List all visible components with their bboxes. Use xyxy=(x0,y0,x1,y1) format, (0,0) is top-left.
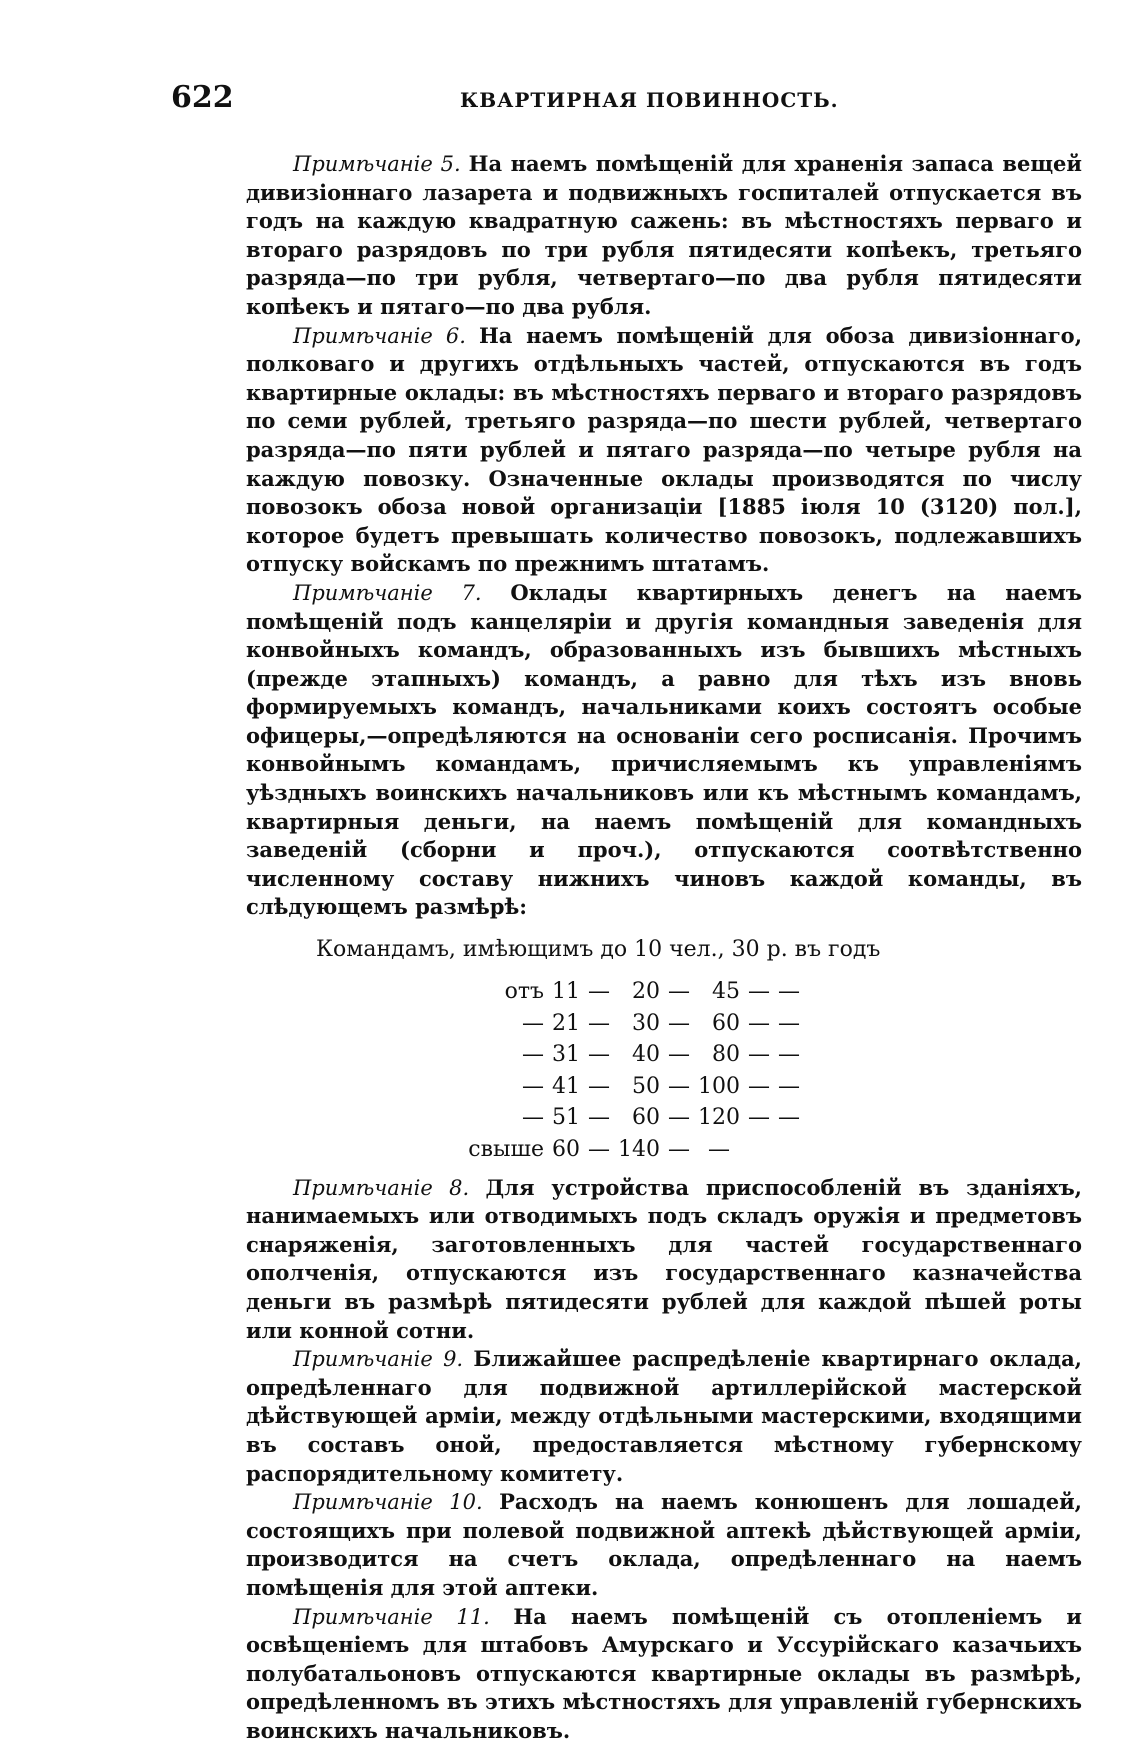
note-8 xyxy=(246,1174,1082,1346)
note-label: Примѣчаніе 6. xyxy=(293,323,466,348)
rates-row xyxy=(458,1103,804,1135)
rates-cell: — xyxy=(588,1042,610,1068)
rates-cell: 50 xyxy=(632,1073,660,1099)
rates-cell: 140 xyxy=(618,1136,660,1162)
rates-cell: 60 xyxy=(632,1105,660,1131)
note-text: Расходъ на наемъ конюшенъ для лошадей, состоящихъ при полевой подвижной аптекѣ дѣйствующей арміи, производится на счетъ оклада, опредѣленнаго на наемъ помѣщенія для этой аптеки. xyxy=(246,1489,1082,1600)
rates-cell: 21 xyxy=(552,1010,580,1036)
note-label: Примѣчаніе 10. xyxy=(293,1490,483,1515)
running-title: КВАРТИРНАЯ ПОВИННОСТЬ. xyxy=(460,88,839,112)
note-label: Примѣчаніе 5. xyxy=(293,152,461,176)
note-label: Примѣчаніе 7. xyxy=(293,580,482,605)
rates-cell: — xyxy=(522,1042,544,1068)
rates-cell: — xyxy=(522,1073,544,1099)
rates-cell: отъ xyxy=(504,979,544,1005)
rates-cell: — xyxy=(778,1010,800,1036)
rates-cell: 20 xyxy=(632,979,660,1005)
rates-cell: 41 xyxy=(552,1073,580,1099)
rates-cell: 45 xyxy=(712,979,740,1005)
rates-row xyxy=(458,1134,804,1166)
rates-cell: — xyxy=(668,1042,690,1068)
rates-cell: — xyxy=(668,1073,690,1099)
rates-cell: — xyxy=(588,979,610,1005)
rates-cell: — xyxy=(668,1105,690,1131)
rates-cell: 51 xyxy=(552,1105,580,1131)
note-text: Для устройства приспособленій въ зданіяхъ, нанимаемыхъ или отводимыхъ подъ складъ оружія и предметовъ снаряженія, заготовленныхъ для частей государственнаго ополченія, отпускаются изъ государственнаго казначейства деньги въ размѣрѣ пятидесяти рублей для каждой пѣшей роты или конной сотни. xyxy=(246,1174,1082,1343)
rates-cell: — xyxy=(668,1010,690,1036)
rates-cell: — xyxy=(778,979,800,1005)
rates-cell: — xyxy=(748,1073,770,1099)
rates-table xyxy=(458,977,804,1166)
rates-cell: — xyxy=(748,979,770,1005)
note-7 xyxy=(246,579,1082,922)
note-11 xyxy=(246,1603,1082,1746)
rates-row xyxy=(458,1040,804,1072)
rates-cell: — xyxy=(778,1105,800,1131)
rates-cell: — xyxy=(588,1073,610,1099)
rates-cell: — xyxy=(708,1136,730,1162)
note-text: На наемъ помѣщеній для обоза дивизіоннаго, полковаго и другихъ отдѣльныхъ частей, отпускаются въ годъ квартирные оклады: въ мѣстностяхъ перваго и втораго разрядовъ по семи рублей, третьяго разряда—по шести рублей, четвертаго разряда—по пяти рублей и пятаго разряда—по четыре рубля на каждую повозку. Означенные оклады производятся по числу повозокъ обоза новой организаціи [1885 іюля 10 (3120) пол.], которое будетъ превышать количество повозокъ, подлежавшихъ отпуску войскамъ по прежнимъ штатамъ. xyxy=(246,322,1083,577)
note-label: Примѣчаніе 11. xyxy=(293,1604,490,1629)
rates-cell: — xyxy=(588,1010,610,1036)
note-text: На наемъ помѣщеній для храненія запаса вещей дивизіоннаго лазарета и подвижныхъ госпиталей отпускается въ годъ на каждую квадратную сажень: въ мѣстностяхъ перваго и втораго разрядовъ по три рубля пятидесяти копѣекъ, третьяго разряда—по три рубля, четвертаго—по два рубля пятидесяти копѣекъ и пятаго—по два рубля. xyxy=(246,151,1082,319)
rates-cell: свыше xyxy=(468,1136,544,1162)
rates-cell: — xyxy=(748,1105,770,1131)
note-label: Примѣчаніе 8. xyxy=(293,1175,470,1200)
rates-cell: 40 xyxy=(632,1042,660,1068)
rates-row xyxy=(458,1008,804,1040)
rates-row xyxy=(458,1071,804,1103)
rates-cell: 11 xyxy=(552,979,580,1005)
rates-cell: — xyxy=(668,979,690,1005)
page-number: 622 xyxy=(171,80,234,115)
note-5 xyxy=(246,150,1082,322)
rates-row xyxy=(458,977,804,1009)
rates-cell: — xyxy=(778,1042,800,1068)
rates-cell: — xyxy=(588,1105,610,1131)
rates-cell: 31 xyxy=(552,1042,580,1068)
note-text: На наемъ помѣщеній съ отопленіемъ и освѣщеніемъ для штабовъ Амурскаго и Уссурійскаго казачьихъ полубатальоновъ отпускаются квартирные оклады въ размѣрѣ, опредѣленномъ въ этихъ мѣстностяхъ для управленій губернскихъ воинскихъ начальниковъ. xyxy=(246,1603,1082,1743)
rates-table-head: Командамъ, имѣющимъ до 10 чел., 30 р. въ годъ xyxy=(316,937,881,963)
rates-cell: — xyxy=(778,1073,800,1099)
rates-cell: 100 xyxy=(698,1073,740,1099)
rates-cell xyxy=(774,1134,804,1166)
rates-cell: 120 xyxy=(698,1105,740,1131)
note-9 xyxy=(246,1345,1082,1488)
rates-cell: — xyxy=(522,1105,544,1131)
page-header xyxy=(171,80,1082,124)
rates-cell: — xyxy=(668,1136,690,1162)
rates-cell: — xyxy=(588,1136,610,1162)
body-text xyxy=(246,150,1082,1746)
note-10 xyxy=(246,1488,1082,1602)
rates-cell xyxy=(744,1134,774,1166)
rates-cell: — xyxy=(748,1042,770,1068)
note-text: Ближайшее распредѣленіе квартирнаго оклада, опредѣленнаго для подвижной артиллерійской мастерской дѣйствующей арміи, между отдѣльными мастерскими, входящими въ составъ оной, предоставляется мѣстному губернскому распорядительному комитету. xyxy=(246,1346,1082,1486)
rates-cell: 60 xyxy=(712,1010,740,1036)
notes-after-table xyxy=(246,1174,1082,1746)
note-text: Оклады квартирныхъ денегъ на наемъ помѣщеній подъ канцеляріи и другія командныя заведенія для конвойныхъ командъ, образованныхъ изъ бывшихъ мѣстныхъ (прежде этапныхъ) командъ, а равно для тѣхъ изъ вновь формируемыхъ командъ, начальниками коихъ состоятъ особые офицеры,—опредѣляются на основаніи сего росписанія. Прочимъ конвойнымъ командамъ, причисляемымъ къ управленіямъ уѣздныхъ воинскихъ начальниковъ или къ мѣстнымъ командамъ, квартирныя деньги, на наемъ помѣщеній для командныхъ заведеній (сборни и проч.), отпускаются соотвѣтственно численному составу нижнихъ чиновъ каждой команды, въ слѣдующемъ размѣрѣ: xyxy=(246,579,1082,920)
rates-cell: 60 xyxy=(552,1136,580,1162)
rates-cell: 80 xyxy=(712,1042,740,1068)
rates-cell: — xyxy=(748,1010,770,1036)
note-label: Примѣчаніе 9. xyxy=(293,1347,464,1372)
note-6 xyxy=(246,322,1082,579)
rates-cell: — xyxy=(522,1010,544,1036)
rates-cell: 30 xyxy=(632,1010,660,1036)
